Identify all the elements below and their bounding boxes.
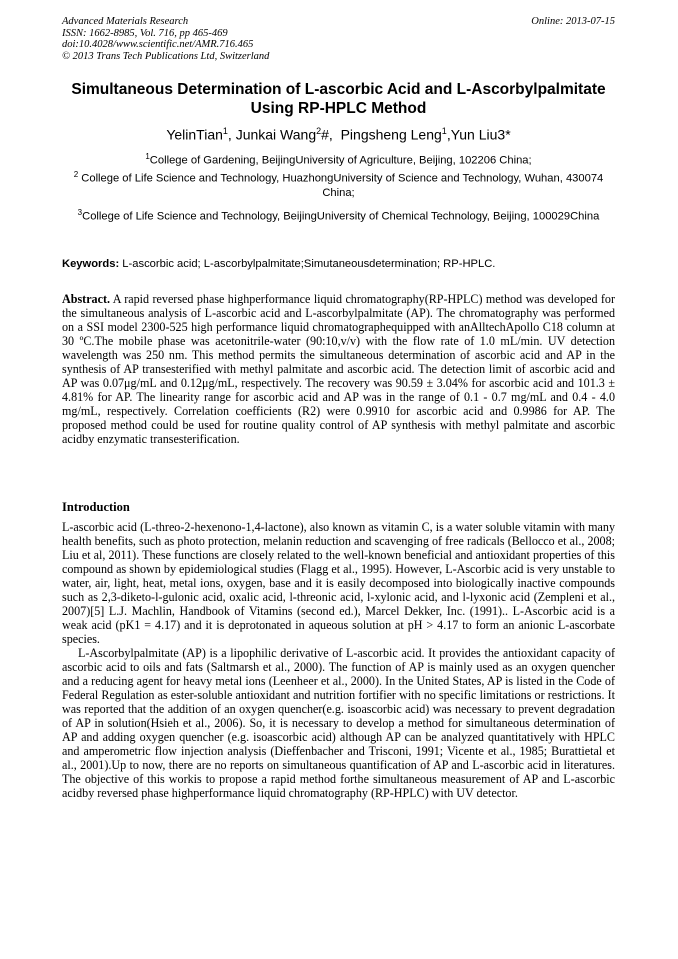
doi-line: doi:10.4028/www.scientific.net/AMR.716.465 bbox=[62, 39, 254, 51]
issn-line: ISSN: 1662-8985, Vol. 716, pp 465-469 bbox=[62, 27, 228, 39]
online-date: Online: 2013-07-15 bbox=[531, 16, 615, 27]
journal-name: Advanced Materials Research bbox=[62, 16, 189, 27]
author-name: Yun Liu3* bbox=[450, 126, 511, 143]
affiliation-sup: 3 bbox=[77, 208, 83, 217]
affiliation-sup: 1 bbox=[145, 152, 150, 161]
author-sup: 1 bbox=[222, 126, 228, 136]
author-sup: 1 bbox=[441, 126, 447, 136]
affiliation-1 bbox=[62, 150, 615, 168]
affiliation-text: College of Life Science and Technology, BeijingUniversity of Chemical Technology, Beijing, 100029China bbox=[82, 210, 600, 223]
abstract-label: Abstract. bbox=[62, 292, 111, 306]
author-name: YelinTian bbox=[166, 126, 223, 143]
abstract-text: A rapid reversed phase highperformance liquid chromatography(RP-HPLC) method was developed for the simultaneous analysis of L-ascorbic acid and L-ascorbylpalmitate (AP). The chromatography was performed on a SSI model 2300-525 high performance liquid chromatographequipped with anAlltechApollo C18 column at 30 ºC.The mobile phase was acetonitrile-water (90:10,v/v) with the flow rate of 1.0 mL/min. UV detection wavelength was 250 nm. This method permits the simultaneous determination of ascorbic acid and AP in the synthesis of AP transesterified with methyl palmitate and ascorbic acid. The detection limit of ascorbic acid and AP was 0.07μg/mL and 0.12μg/mL, respectively. The recovery was 90.59 ± 3.04% for ascorbic acid and 101.3 ± 4.81% for AP. The linearity range for ascorbic acid and AP was in the range of 0.1 - 0.7 mg/mL and 0.4 - 4.0 mg/mL, respectively. Correlation coefficients (R2) were 0.9910 for ascorbic acid and 0.9986 for AP. The proposed method could be used for routine quality control of AP synthesis with methyl palmitate and ascorbic acidby enzymatic transesterification. bbox=[62, 292, 615, 446]
copyright-line: © 2013 Trans Tech Publications Ltd, Switzerland bbox=[62, 50, 270, 62]
author-name: Pingsheng Leng bbox=[340, 126, 442, 143]
author-name: Junkai Wang bbox=[235, 126, 317, 143]
introduction-body bbox=[62, 520, 615, 800]
paragraph: L-Ascorbylpalmitate (AP) is a lipophilic derivative of L-ascorbic acid. It provides the antioxidant capacity of ascorbic acid to oils and fats (Saltmarsh et al., 2000). The function of AP is mainly used as an oxygen quencher and a reducing agent for heavy metal ions (Leenheer et al., 2000). In the United States, AP is listed in the Code of Federal Regulation as ester-soluble antioxidant and nutrition fortifier with no specific limitations or restrictions. It was reported that the addition of an oxygen quencher(e.g. isoascorbic acid) was necessary to prevent degradation of AP in solution(Hsieh et al., 2006). So, it is necessary to develop a method for simultaneous determination of AP and adding oxygen quencher (e.g. isoascorbic acid) although AP can be analyzed quantitatively with HPLC and amperometric flow injection analysis (Dieffenbacher and Trisconi, 1991; Vicente et al., 1985; Burattietal et al., 2001).Up to now, there are no reports on simultaneous quantification of AP and L-ascorbic acid in literatures. The objective of this workis to propose a rapid method forthe simultaneous measurement of AP and L-ascorbic acidby reversed phase highperformance liquid chromatography (RP-HPLC) with UV detector. bbox=[62, 646, 615, 800]
affiliation-2 bbox=[62, 168, 615, 201]
paragraph: L-ascorbic acid (L-threo-2-hexenono-1,4-lactone), also known as vitamin C, is a water soluble vitamin with many health benefits, such as photo protection, melanin reduction and scavenging of free radicals (Bellocco et al., 2008; Liu et al, 2011). These functions are closely related to the well-known beneficial and antioxidant properties of this compound as shown by epidemiological studies (Flagg et al., 1995). However, L-Ascorbic acid is very unstable to water, air, light, heat, metal ions, oxygen, base and it is easily decomposed into biologically inactive compounds such as 2,3-diketo-l-gulonic acid, oxalic acid, l-threonic acid, l-xylonic acid, and l-lyxonic acid (Zempleni et al., 2007)[5] L.J. Machlin, Handbook of Vitamins (second ed.), Marcel Dekker, Inc. (1991).. L-Ascorbic acid is a weak acid (pK1 = 4.17) and it is deprotonated in aqueous solution at pH > 4.17 to form an anionic L-ascorbate species. bbox=[62, 520, 615, 646]
keywords-text: L-ascorbic acid; L-ascorbylpalmitate;Simutaneousdetermination; RP-HPLC. bbox=[119, 258, 496, 270]
affiliation-text: College of Gardening, BeijingUniversity of Agriculture, Beijing, 102206 China; bbox=[149, 154, 532, 167]
affiliation-3 bbox=[62, 206, 615, 224]
author-sup: 2 bbox=[316, 126, 322, 136]
affiliation-sup: 2 bbox=[73, 170, 79, 179]
paper-title: Simultaneous Determination of L-ascorbic Acid and L-Ascorbylpalmitate Using RP-HPLC Method bbox=[71, 81, 606, 117]
author-suffix: # bbox=[321, 126, 329, 143]
keywords-label: Keywords: bbox=[62, 258, 120, 270]
keywords bbox=[62, 257, 615, 271]
journal-header bbox=[62, 16, 615, 62]
abstract bbox=[62, 292, 615, 446]
affiliation-text: College of Life Science and Technology, HuazhongUniversity of Science and Technology, Wuhan, 430074 China; bbox=[78, 172, 604, 200]
section-heading-introduction: Introduction bbox=[62, 500, 130, 514]
author-list: YelinTian$^1$, Junkai Wang$^2$#, Pingsheng Leng$^1$,Yun Liu3* bbox=[166, 126, 511, 143]
